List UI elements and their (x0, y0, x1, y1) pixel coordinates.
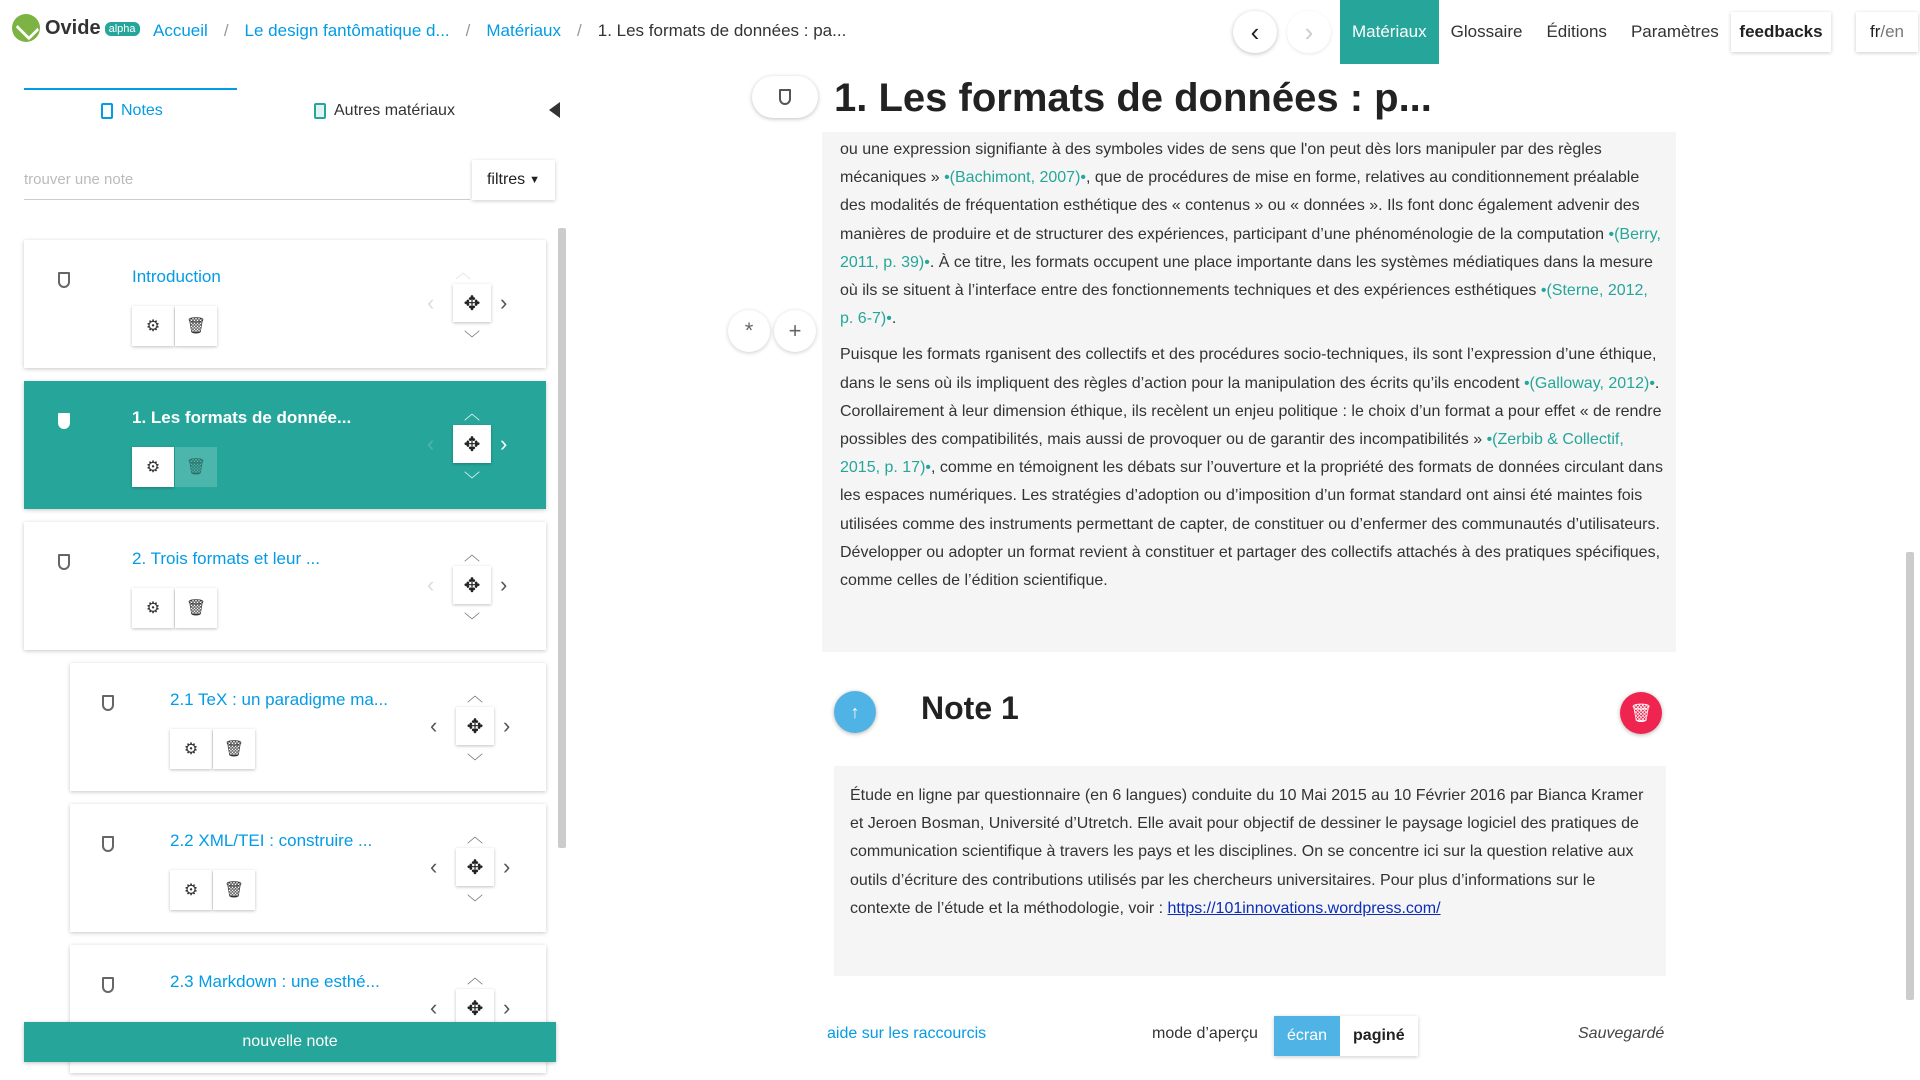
alpha-badge: alpha (105, 22, 140, 36)
paragraph-text: Puisque les formats rganisent des collectifs et des procédures socio-techniques, ils sont l’expression d’une éthique, dans le sens où ils impliquent des règles d’action pour la manipulation des écrits qu’ils encodent (840, 346, 1657, 392)
editor-content[interactable] (822, 132, 1676, 652)
editor-scrollbar[interactable] (1906, 552, 1914, 1000)
menu-settings[interactable]: Paramètres (1630, 22, 1719, 41)
shortcuts-help-link[interactable]: aide sur les raccourcis (827, 1025, 987, 1042)
delete-button[interactable]: 🗑 (175, 306, 217, 346)
lang-separator: / (1880, 22, 1886, 41)
trash-icon[interactable]: 🗑 (1620, 692, 1662, 734)
indent-icon[interactable]: › (500, 431, 508, 456)
citation-link[interactable]: •(Bachimont, 2007)• (944, 169, 1086, 187)
note-icon (779, 89, 791, 105)
tab-notes-label: Notes (121, 102, 163, 119)
tab-notes[interactable] (101, 102, 163, 120)
document-type-button[interactable] (752, 76, 818, 118)
scrollbar-thumb[interactable] (558, 228, 566, 848)
note-icon (102, 695, 114, 711)
preview-mode-label: mode d’aperçu (1152, 1025, 1258, 1042)
breadcrumb-home[interactable]: Accueil (153, 21, 208, 40)
note-heading: Note 1 (921, 690, 1019, 726)
indent-icon[interactable]: › (500, 290, 508, 315)
move-down-icon[interactable]: ﹀ (463, 613, 480, 630)
paragraph-text: , comme en témoignent les débats sur l’ouverture et la propriété des formats de données circulant dans les espaces numériques. Les stratégies d’adoption ou d’imposition d’un format standard ont ainsi été maintes fois utilisées comme des instruments permettant de capter, de constituer ou d’enfermer des communautés d’utilisateurs. Développer ou adopter un format revient à constituer et partager des collectifs attachés à des pratiques spécifiques, comme celles de l’édition scientifique. (840, 459, 1663, 590)
editor-floating-tools (728, 310, 816, 352)
breadcrumb-current: 1. Les formats de données : pa... (597, 21, 847, 40)
note-icon (58, 554, 70, 570)
note-header (834, 690, 1666, 736)
breadcrumb-separator: / (465, 21, 471, 40)
delete-button[interactable]: 🗑 (175, 588, 217, 628)
chevron-down-icon: ▼ (529, 174, 541, 186)
outdent-icon[interactable]: ‹ (427, 290, 435, 315)
delete-button[interactable]: 🗑 (213, 729, 255, 769)
back-button[interactable]: ‹ (1233, 11, 1277, 53)
citation-link[interactable]: •(Berry, 2011, p. 39)• (840, 225, 1661, 271)
note-card[interactable] (70, 663, 546, 791)
preview-mode-toggle (1274, 1016, 1418, 1056)
tab-other-materials[interactable] (314, 102, 455, 120)
filters-label: filtres (486, 171, 526, 188)
tab-others-label: Autres matériaux (334, 102, 455, 119)
move-up-icon[interactable]: ︿ (466, 829, 483, 846)
menu-glossary[interactable]: Glossaire (1450, 22, 1523, 41)
note-icon (58, 413, 70, 429)
note-card[interactable] (24, 522, 546, 650)
delete-button[interactable]: 🗑 (175, 447, 217, 487)
note-list (22, 238, 550, 1020)
drag-handle-icon[interactable]: ✥ (456, 989, 494, 1027)
delete-button[interactable]: 🗑 (213, 870, 255, 910)
move-up-icon[interactable]: ︿ (466, 688, 483, 705)
note-icon (58, 272, 70, 288)
drag-handle-icon[interactable]: ✥ (453, 425, 491, 463)
note-title[interactable]: Introduction (132, 267, 221, 286)
paragraph-text: . (891, 310, 897, 328)
paragraph-text: ou une expression signifiante à des symboles vides de sens que l'on peut dès lors manipuler par des règles mécaniques » (840, 141, 1602, 187)
note-icon (102, 836, 114, 852)
save-status: Sauvegardé (1578, 1025, 1665, 1042)
note-card-selected[interactable] (24, 381, 546, 509)
outdent-icon[interactable]: ‹ (427, 431, 435, 456)
note-text[interactable] (850, 782, 1650, 923)
settings-button[interactable]: ⚙ (132, 447, 174, 487)
breadcrumb-separator: / (223, 21, 229, 40)
move-down-icon[interactable]: ﹀ (466, 895, 483, 912)
menu-editions[interactable]: Éditions (1546, 22, 1607, 41)
filters-button[interactable] (472, 160, 555, 200)
plus-icon[interactable]: + (774, 310, 816, 352)
note-title[interactable]: 2.2 XML/TEI : construire ... (170, 831, 373, 850)
sidebar-tabs (24, 88, 564, 136)
language-toggle[interactable] (1856, 12, 1918, 52)
asterisk-icon[interactable]: * (728, 310, 770, 352)
new-note-button[interactable]: nouvelle note (24, 1022, 556, 1062)
note-icon (101, 103, 113, 119)
note-icon (102, 977, 114, 993)
indent-icon[interactable]: › (503, 854, 511, 879)
paragraph-text: . Corollairement à leur dimension éthique, ils recèlent un enjeu politique : le choix d’un format a pour effet « de rendre possibles des compatibilités, mais aussi de provoquer ou de garantir des incompatibilités » (840, 374, 1662, 449)
feedback-button[interactable]: feedbacks (1731, 12, 1831, 52)
move-up-icon[interactable]: ︿ (463, 547, 480, 564)
breadcrumb (153, 21, 846, 41)
note-card[interactable] (70, 804, 546, 932)
breadcrumb-materials[interactable]: Matériaux (486, 21, 562, 40)
app-logo[interactable] (12, 14, 140, 42)
settings-button[interactable]: ⚙ (170, 870, 212, 910)
search-input[interactable] (24, 160, 470, 198)
document-title[interactable]: 1. Les formats de données : p... (834, 76, 1432, 120)
app-name: Ovide (45, 16, 101, 39)
move-down-icon[interactable]: ﹀ (466, 754, 483, 771)
move-up-icon[interactable]: ︿ (463, 406, 480, 423)
arrow-up-icon[interactable]: ↑ (834, 691, 876, 733)
outdent-icon[interactable]: ‹ (430, 854, 438, 879)
outdent-icon[interactable]: ‹ (427, 572, 435, 597)
settings-button[interactable]: ⚙ (132, 588, 174, 628)
note-body: Étude en ligne par questionnaire (en 6 langues) conduite du 10 Mai 2015 au 10 Février 2016 par Bianca Kramer et Jeroen Bosman, Université d’Utretch. Elle avait pour objectif de dessiner le paysage logiciel des pratiques de communication scientifique à travers les pays et les disciplines. On se concentre ici sur la question relative aux outils d’écriture des contributions utilisés par les chercheurs universitaires. Pour plus d’informations sur le contexte de l’étude et la méthodologie, voir : (850, 787, 1644, 917)
citation-link[interactable]: •(Zerbib & Collectif, 2015, p. 17)• (840, 431, 1624, 477)
ovide-logo-icon (12, 14, 40, 42)
lang-en[interactable]: en (1885, 22, 1905, 41)
move-up-icon[interactable]: ︿ (454, 265, 471, 282)
history-nav (1233, 11, 1331, 53)
indent-icon[interactable]: › (503, 713, 511, 738)
note-title[interactable]: 2. Trois formats et leur ... (132, 549, 321, 568)
outdent-icon[interactable]: ‹ (430, 995, 438, 1020)
mode-paged-button[interactable]: paginé (1340, 1016, 1418, 1056)
breadcrumb-book[interactable]: Le design fantômatique d... (244, 21, 450, 40)
paragraph-text: . À ce titre, les formats occupent une place importante dans les systèmes médiatiques dans la mesure où ils se situent à l’interface entre des fonctionnements techniques et des expériences esthétiques (840, 253, 1653, 300)
indent-icon[interactable]: › (500, 572, 508, 597)
forward-button[interactable]: › (1287, 11, 1331, 53)
mode-screen-button[interactable]: écran (1274, 1016, 1340, 1056)
note-card[interactable] (24, 240, 546, 368)
note-link[interactable]: https://101innovations.wordpress.com/ (1167, 899, 1441, 917)
lang-fr[interactable]: fr (1869, 22, 1881, 41)
note-title[interactable]: 2.1 TeX : un paradigme ma... (170, 690, 388, 709)
drag-handle-icon[interactable]: ✥ (456, 848, 494, 886)
active-tab-indicator (24, 88, 237, 90)
paragraph-text: , que de procédures de mise en forme, relatives au conditionnement préalable des modalités de fréquentation esthétique des « contenus » ou « données ». Ils font donc également advenir des manières de produire et de structurer des expériences, participant d’une phénoménologie de la computation (840, 169, 1640, 243)
drag-handle-icon[interactable]: ✥ (453, 284, 491, 322)
indent-icon[interactable]: › (503, 995, 511, 1020)
move-up-icon[interactable]: ︿ (466, 970, 483, 987)
menu-materials[interactable]: Matériaux (1340, 0, 1439, 64)
move-down-icon[interactable]: ﹀ (463, 472, 480, 489)
breadcrumb-separator: / (577, 21, 582, 40)
note-search (24, 160, 470, 200)
note-title[interactable]: 1. Les formats de donnée... (132, 408, 352, 427)
top-bar (0, 0, 1920, 64)
paragraph[interactable] (840, 136, 1664, 333)
main-menu (1340, 0, 1731, 64)
move-down-icon[interactable]: ﹀ (463, 331, 480, 348)
note-title[interactable]: 2.3 Markdown : une esthé... (170, 972, 380, 991)
drag-handle-icon[interactable]: ✥ (456, 707, 494, 745)
sidebar-scrollbar[interactable] (558, 228, 568, 1010)
citation-link[interactable]: •(Sterne, 2012, p. 6-7)• (840, 282, 1648, 328)
outdent-icon[interactable]: ‹ (430, 713, 438, 738)
settings-button[interactable]: ⚙ (170, 729, 212, 769)
paragraph[interactable] (840, 341, 1664, 595)
note-content[interactable] (834, 766, 1666, 976)
citation-link[interactable]: •(Galloway, 2012)• (1523, 374, 1655, 392)
resource-icon (314, 103, 326, 119)
collapse-sidebar-icon[interactable] (549, 102, 560, 118)
settings-button[interactable]: ⚙ (132, 306, 174, 346)
drag-handle-icon[interactable]: ✥ (453, 566, 491, 604)
